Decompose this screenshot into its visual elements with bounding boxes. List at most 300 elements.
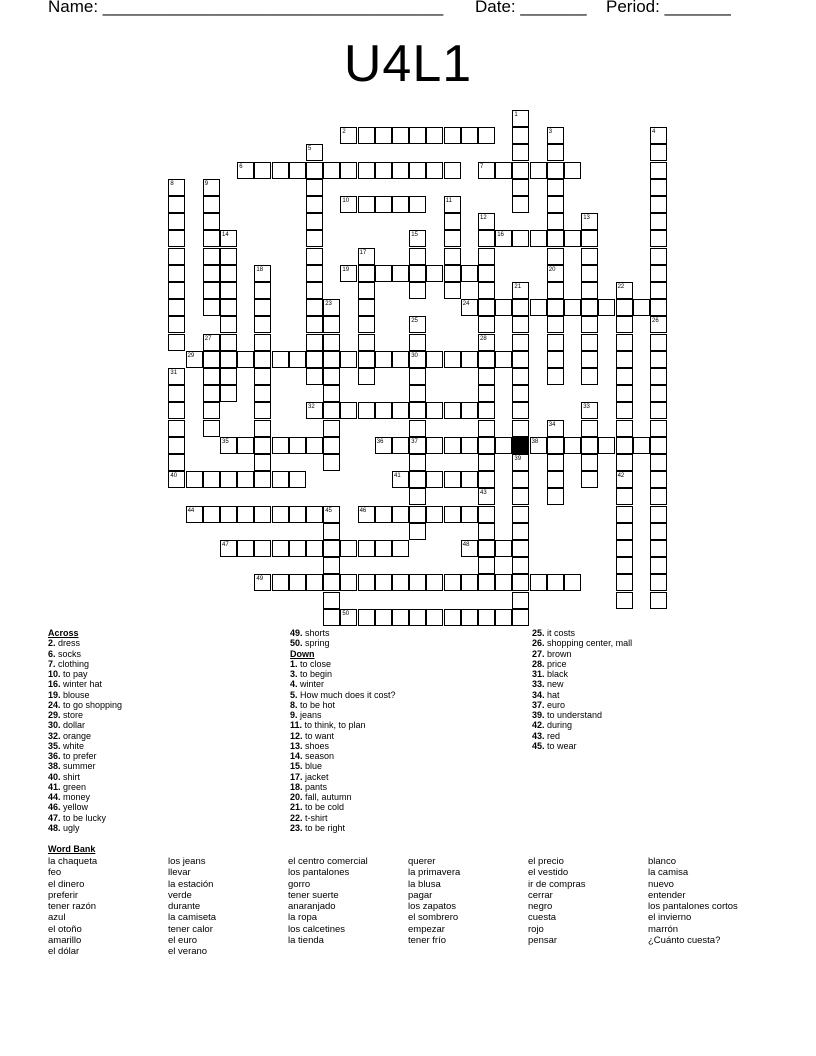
grid-cell[interactable] — [512, 351, 529, 368]
grid-cell[interactable] — [461, 127, 478, 144]
grid-cell[interactable] — [220, 540, 237, 557]
grid-cell[interactable] — [409, 127, 426, 144]
grid-cell[interactable] — [512, 368, 529, 385]
grid-cell[interactable] — [358, 506, 375, 523]
grid-cell[interactable] — [409, 609, 426, 626]
grid-cell[interactable] — [478, 471, 495, 488]
grid-cell[interactable] — [392, 609, 409, 626]
grid-cell[interactable] — [478, 523, 495, 540]
grid-cell[interactable] — [444, 196, 461, 213]
grid-cell[interactable] — [495, 351, 512, 368]
grid-cell[interactable] — [203, 299, 220, 316]
grid-cell[interactable] — [409, 334, 426, 351]
grid-cell[interactable] — [272, 471, 289, 488]
grid-cell[interactable] — [358, 316, 375, 333]
grid-cell[interactable] — [478, 299, 495, 316]
grid-cell[interactable] — [220, 299, 237, 316]
grid-cell[interactable] — [237, 471, 254, 488]
grid-cell[interactable] — [409, 368, 426, 385]
grid-cell[interactable] — [237, 540, 254, 557]
grid-cell[interactable] — [564, 299, 581, 316]
grid-cell[interactable] — [203, 402, 220, 419]
grid-cell[interactable] — [306, 179, 323, 196]
grid-cell[interactable] — [392, 437, 409, 454]
grid-cell[interactable] — [323, 557, 340, 574]
grid-cell[interactable] — [478, 127, 495, 144]
grid-cell[interactable] — [254, 265, 271, 282]
grid-cell[interactable] — [220, 282, 237, 299]
grid-cell[interactable] — [616, 299, 633, 316]
grid-cell[interactable] — [461, 351, 478, 368]
grid-cell[interactable] — [547, 248, 564, 265]
grid-cell[interactable] — [478, 316, 495, 333]
grid-cell[interactable] — [461, 609, 478, 626]
grid-cell[interactable] — [375, 574, 392, 591]
grid-cell[interactable] — [547, 437, 564, 454]
grid-cell[interactable] — [358, 334, 375, 351]
grid-cell[interactable] — [168, 248, 185, 265]
grid-cell[interactable] — [444, 471, 461, 488]
grid-cell[interactable] — [254, 574, 271, 591]
grid-cell[interactable] — [323, 334, 340, 351]
grid-cell[interactable] — [478, 420, 495, 437]
grid-cell[interactable] — [598, 437, 615, 454]
grid-cell[interactable] — [547, 265, 564, 282]
grid-cell[interactable] — [478, 230, 495, 247]
grid-cell[interactable] — [186, 471, 203, 488]
grid-cell[interactable] — [512, 179, 529, 196]
grid-cell[interactable] — [650, 368, 667, 385]
grid-cell[interactable] — [426, 437, 443, 454]
grid-cell[interactable] — [581, 213, 598, 230]
grid-cell[interactable] — [495, 540, 512, 557]
grid-cell[interactable] — [564, 162, 581, 179]
grid-cell[interactable] — [512, 127, 529, 144]
grid-cell[interactable] — [392, 402, 409, 419]
grid-cell[interactable] — [616, 557, 633, 574]
grid-cell[interactable] — [564, 437, 581, 454]
grid-cell[interactable] — [444, 248, 461, 265]
grid-cell[interactable] — [323, 162, 340, 179]
grid-cell[interactable] — [426, 506, 443, 523]
grid-cell[interactable] — [203, 179, 220, 196]
grid-cell[interactable] — [444, 574, 461, 591]
grid-cell[interactable] — [581, 368, 598, 385]
grid-cell[interactable] — [409, 471, 426, 488]
grid-cell[interactable] — [409, 488, 426, 505]
grid-cell[interactable] — [220, 248, 237, 265]
grid-cell[interactable] — [392, 471, 409, 488]
grid-cell[interactable] — [254, 368, 271, 385]
grid-cell[interactable] — [650, 557, 667, 574]
grid-cell[interactable] — [306, 402, 323, 419]
grid-cell[interactable] — [375, 351, 392, 368]
grid-cell[interactable] — [564, 574, 581, 591]
grid-cell[interactable] — [323, 351, 340, 368]
grid-cell[interactable] — [616, 437, 633, 454]
grid-cell[interactable] — [254, 282, 271, 299]
grid-cell[interactable] — [530, 299, 547, 316]
grid-cell[interactable] — [547, 179, 564, 196]
grid-cell[interactable] — [375, 265, 392, 282]
grid-cell[interactable] — [168, 316, 185, 333]
grid-cell[interactable] — [530, 574, 547, 591]
grid-cell[interactable] — [203, 282, 220, 299]
grid-cell[interactable] — [340, 196, 357, 213]
grid-cell[interactable] — [512, 609, 529, 626]
grid-cell[interactable] — [323, 523, 340, 540]
grid-cell[interactable] — [168, 437, 185, 454]
grid-cell[interactable] — [478, 248, 495, 265]
grid-cell[interactable] — [340, 162, 357, 179]
grid-cell[interactable] — [650, 574, 667, 591]
grid-cell[interactable] — [306, 540, 323, 557]
grid-cell[interactable] — [650, 282, 667, 299]
grid-cell[interactable] — [461, 265, 478, 282]
grid-cell[interactable] — [581, 334, 598, 351]
grid-cell[interactable] — [306, 574, 323, 591]
grid-cell[interactable] — [254, 420, 271, 437]
grid-cell[interactable] — [392, 196, 409, 213]
grid-cell[interactable] — [168, 454, 185, 471]
grid-cell[interactable] — [289, 162, 306, 179]
grid-cell[interactable] — [478, 265, 495, 282]
grid-cell[interactable] — [375, 196, 392, 213]
grid-cell[interactable] — [358, 351, 375, 368]
grid-cell[interactable] — [650, 385, 667, 402]
grid-cell[interactable] — [375, 506, 392, 523]
grid-cell[interactable] — [323, 437, 340, 454]
grid-cell[interactable] — [409, 162, 426, 179]
grid-cell[interactable] — [409, 248, 426, 265]
grid-cell[interactable] — [581, 265, 598, 282]
grid-cell[interactable] — [168, 402, 185, 419]
grid-cell[interactable] — [495, 230, 512, 247]
grid-cell[interactable] — [650, 523, 667, 540]
grid-cell[interactable] — [409, 265, 426, 282]
grid-cell[interactable] — [650, 213, 667, 230]
grid-cell[interactable] — [478, 402, 495, 419]
grid-cell[interactable] — [426, 127, 443, 144]
grid-cell[interactable] — [358, 402, 375, 419]
grid-cell[interactable] — [289, 471, 306, 488]
grid-cell[interactable] — [478, 282, 495, 299]
grid-cell[interactable] — [220, 368, 237, 385]
grid-cell[interactable] — [426, 471, 443, 488]
grid-cell[interactable] — [461, 574, 478, 591]
grid-cell[interactable] — [547, 127, 564, 144]
grid-cell[interactable] — [392, 265, 409, 282]
grid-cell[interactable] — [254, 385, 271, 402]
grid-cell[interactable] — [220, 334, 237, 351]
grid-cell[interactable] — [547, 162, 564, 179]
grid-cell[interactable] — [650, 420, 667, 437]
grid-cell[interactable] — [461, 437, 478, 454]
grid-cell[interactable] — [547, 144, 564, 161]
grid-cell[interactable] — [547, 334, 564, 351]
grid-cell[interactable] — [581, 402, 598, 419]
grid-cell[interactable] — [512, 334, 529, 351]
grid-cell[interactable] — [340, 351, 357, 368]
grid-cell[interactable] — [547, 299, 564, 316]
grid-cell[interactable] — [254, 299, 271, 316]
grid-cell[interactable] — [650, 454, 667, 471]
grid-cell[interactable] — [512, 230, 529, 247]
grid-cell[interactable] — [512, 144, 529, 161]
grid-cell[interactable] — [650, 299, 667, 316]
grid-cell[interactable] — [547, 574, 564, 591]
grid-cell[interactable] — [306, 213, 323, 230]
grid-cell[interactable] — [358, 127, 375, 144]
grid-cell[interactable] — [426, 351, 443, 368]
grid-cell[interactable] — [392, 127, 409, 144]
grid-cell[interactable] — [547, 471, 564, 488]
grid-cell[interactable] — [616, 334, 633, 351]
grid-cell[interactable] — [581, 230, 598, 247]
grid-cell[interactable] — [650, 179, 667, 196]
grid-cell[interactable] — [478, 437, 495, 454]
grid-cell[interactable] — [547, 351, 564, 368]
grid-cell[interactable] — [409, 402, 426, 419]
grid-cell[interactable] — [340, 265, 357, 282]
grid-cell[interactable] — [358, 282, 375, 299]
grid-cell[interactable] — [650, 471, 667, 488]
grid-cell[interactable] — [581, 351, 598, 368]
grid-cell[interactable] — [547, 316, 564, 333]
grid-cell[interactable] — [547, 196, 564, 213]
grid-cell[interactable] — [512, 110, 529, 127]
grid-cell[interactable] — [340, 609, 357, 626]
grid-cell[interactable] — [409, 230, 426, 247]
grid-cell[interactable] — [495, 162, 512, 179]
grid-cell[interactable] — [650, 334, 667, 351]
grid-cell[interactable] — [616, 523, 633, 540]
grid-cell[interactable] — [254, 506, 271, 523]
grid-cell[interactable] — [375, 540, 392, 557]
grid-cell[interactable] — [254, 402, 271, 419]
grid-cell[interactable] — [168, 420, 185, 437]
grid-cell[interactable] — [186, 351, 203, 368]
grid-cell[interactable] — [306, 351, 323, 368]
grid-cell[interactable] — [254, 437, 271, 454]
grid-cell[interactable] — [409, 574, 426, 591]
grid-cell[interactable] — [168, 368, 185, 385]
grid-cell[interactable] — [375, 402, 392, 419]
date-field-label[interactable]: Date: _______ — [475, 0, 587, 16]
grid-cell[interactable] — [444, 265, 461, 282]
grid-cell[interactable] — [392, 506, 409, 523]
grid-cell[interactable] — [616, 420, 633, 437]
grid-cell[interactable] — [616, 351, 633, 368]
grid-cell[interactable] — [186, 506, 203, 523]
grid-cell[interactable] — [444, 402, 461, 419]
grid-cell[interactable] — [306, 368, 323, 385]
grid-cell[interactable] — [650, 402, 667, 419]
grid-cell[interactable] — [409, 454, 426, 471]
grid-cell[interactable] — [616, 454, 633, 471]
grid-cell[interactable] — [512, 506, 529, 523]
grid-cell[interactable] — [530, 230, 547, 247]
grid-cell[interactable] — [392, 574, 409, 591]
grid-cell[interactable] — [306, 282, 323, 299]
grid-cell[interactable] — [168, 334, 185, 351]
grid-cell[interactable] — [478, 540, 495, 557]
grid-cell[interactable] — [616, 540, 633, 557]
grid-cell[interactable] — [203, 351, 220, 368]
grid-cell[interactable] — [512, 282, 529, 299]
grid-cell[interactable] — [392, 540, 409, 557]
grid-cell[interactable] — [203, 213, 220, 230]
grid-cell[interactable] — [375, 162, 392, 179]
period-field-label[interactable]: Period: _______ — [606, 0, 731, 16]
grid-cell[interactable] — [512, 402, 529, 419]
grid-cell[interactable] — [272, 437, 289, 454]
grid-cell[interactable] — [340, 574, 357, 591]
grid-cell[interactable] — [650, 230, 667, 247]
grid-cell[interactable] — [306, 506, 323, 523]
grid-cell[interactable] — [340, 540, 357, 557]
grid-cell[interactable] — [323, 574, 340, 591]
grid-cell[interactable] — [495, 609, 512, 626]
grid-cell[interactable] — [306, 299, 323, 316]
grid-cell[interactable] — [220, 351, 237, 368]
grid-cell[interactable] — [461, 471, 478, 488]
grid-cell[interactable] — [323, 299, 340, 316]
grid-cell[interactable] — [306, 196, 323, 213]
grid-cell[interactable] — [323, 368, 340, 385]
grid-cell[interactable] — [512, 420, 529, 437]
grid-cell[interactable] — [444, 282, 461, 299]
grid-cell[interactable] — [358, 162, 375, 179]
grid-cell[interactable] — [530, 162, 547, 179]
grid-cell[interactable] — [254, 316, 271, 333]
grid-cell[interactable] — [478, 334, 495, 351]
grid-cell[interactable] — [409, 196, 426, 213]
grid-cell[interactable] — [272, 540, 289, 557]
grid-cell[interactable] — [220, 506, 237, 523]
grid-cell[interactable] — [203, 248, 220, 265]
grid-cell[interactable] — [512, 574, 529, 591]
grid-cell[interactable] — [512, 592, 529, 609]
grid-cell[interactable] — [650, 592, 667, 609]
grid-cell[interactable] — [306, 316, 323, 333]
grid-cell[interactable] — [530, 437, 547, 454]
grid-cell[interactable] — [478, 488, 495, 505]
grid-cell[interactable] — [409, 351, 426, 368]
grid-cell[interactable] — [616, 506, 633, 523]
grid-cell[interactable] — [203, 471, 220, 488]
grid-cell[interactable] — [478, 368, 495, 385]
grid-cell[interactable] — [220, 230, 237, 247]
grid-cell[interactable] — [478, 454, 495, 471]
grid-cell[interactable] — [650, 196, 667, 213]
grid-cell[interactable] — [461, 506, 478, 523]
grid-cell[interactable] — [203, 420, 220, 437]
grid-cell[interactable] — [426, 402, 443, 419]
grid-cell[interactable] — [616, 385, 633, 402]
grid-cell[interactable] — [289, 351, 306, 368]
grid-cell[interactable] — [633, 299, 650, 316]
grid-cell[interactable] — [323, 454, 340, 471]
grid-cell[interactable] — [203, 385, 220, 402]
grid-cell[interactable] — [392, 162, 409, 179]
grid-cell[interactable] — [203, 230, 220, 247]
grid-cell[interactable] — [409, 282, 426, 299]
grid-cell[interactable] — [358, 196, 375, 213]
grid-cell[interactable] — [168, 471, 185, 488]
grid-cell[interactable] — [306, 230, 323, 247]
grid-cell[interactable] — [633, 437, 650, 454]
grid-cell[interactable] — [323, 609, 340, 626]
grid-cell[interactable] — [358, 299, 375, 316]
grid-cell[interactable] — [547, 282, 564, 299]
grid-cell[interactable] — [512, 523, 529, 540]
grid-cell[interactable] — [340, 127, 357, 144]
grid-cell[interactable] — [444, 609, 461, 626]
grid-cell[interactable] — [168, 299, 185, 316]
grid-cell[interactable] — [581, 471, 598, 488]
grid-cell[interactable] — [254, 351, 271, 368]
grid-cell[interactable] — [254, 540, 271, 557]
grid-cell[interactable] — [358, 368, 375, 385]
grid-cell[interactable] — [495, 574, 512, 591]
grid-cell[interactable] — [650, 540, 667, 557]
grid-cell[interactable] — [168, 385, 185, 402]
grid-cell[interactable] — [461, 540, 478, 557]
grid-cell[interactable] — [478, 162, 495, 179]
grid-cell[interactable] — [358, 248, 375, 265]
grid-cell[interactable] — [461, 299, 478, 316]
grid-cell[interactable] — [616, 282, 633, 299]
grid-cell[interactable] — [616, 471, 633, 488]
grid-cell[interactable] — [478, 574, 495, 591]
grid-cell[interactable] — [616, 316, 633, 333]
grid-cell[interactable] — [289, 540, 306, 557]
grid-cell[interactable] — [220, 265, 237, 282]
grid-cell[interactable] — [444, 213, 461, 230]
grid-cell[interactable] — [306, 248, 323, 265]
grid-cell[interactable] — [581, 420, 598, 437]
grid-cell[interactable] — [478, 213, 495, 230]
grid-cell[interactable] — [564, 230, 581, 247]
grid-cell[interactable] — [616, 592, 633, 609]
grid-cell[interactable] — [323, 420, 340, 437]
grid-cell[interactable] — [203, 265, 220, 282]
grid-cell[interactable] — [306, 334, 323, 351]
grid-cell[interactable] — [409, 523, 426, 540]
grid-cell[interactable] — [409, 437, 426, 454]
grid-cell[interactable] — [512, 454, 529, 471]
grid-cell[interactable] — [547, 230, 564, 247]
grid-cell[interactable] — [306, 162, 323, 179]
grid-cell[interactable] — [581, 454, 598, 471]
grid-cell[interactable] — [444, 162, 461, 179]
grid-cell[interactable] — [444, 506, 461, 523]
grid-cell[interactable] — [323, 385, 340, 402]
name-field-label[interactable]: Name: ____________________________________ — [48, 0, 444, 16]
grid-cell[interactable] — [616, 368, 633, 385]
grid-cell[interactable] — [220, 385, 237, 402]
grid-cell[interactable] — [358, 574, 375, 591]
grid-cell[interactable] — [289, 437, 306, 454]
grid-cell[interactable] — [168, 282, 185, 299]
grid-cell[interactable] — [323, 316, 340, 333]
grid-cell[interactable] — [168, 179, 185, 196]
grid-cell[interactable] — [375, 127, 392, 144]
grid-cell[interactable] — [203, 334, 220, 351]
grid-cell[interactable] — [237, 351, 254, 368]
grid-cell[interactable] — [358, 265, 375, 282]
